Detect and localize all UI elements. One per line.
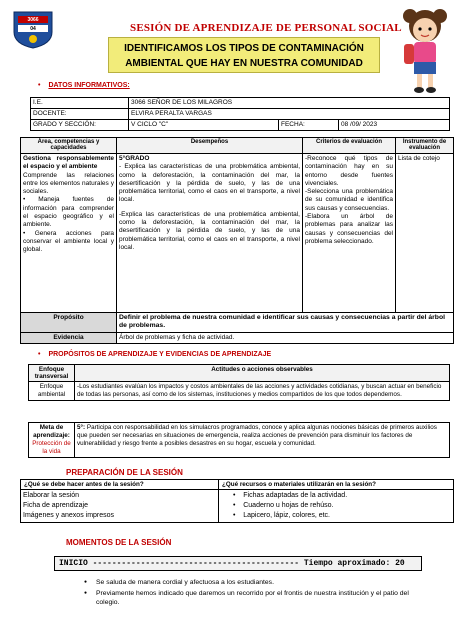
header-actitudes: Actitudes o acciones observables xyxy=(75,365,450,382)
evidencia-label: Evidencia xyxy=(21,332,117,343)
antes-cell xyxy=(21,490,219,523)
table-row xyxy=(29,423,450,458)
info-label: DOCENTE: xyxy=(31,109,129,120)
list-item: • Cuaderno u hojas de rehúso. xyxy=(233,502,334,509)
logo-subnumber: 04 xyxy=(30,26,36,32)
banner-line-1: IDENTIFICAMOS LOS TIPOS DE CONTAMINACIÓN xyxy=(124,43,364,54)
table-row xyxy=(31,109,450,120)
meta-text-cell xyxy=(75,423,450,458)
area-item: • Genera acciones para conservar el ambiente local y global. xyxy=(23,229,114,254)
header-area: Área, competencias y capacidades xyxy=(21,138,117,154)
header-antes: ¿Qué se debe hacer antes de la sesión? xyxy=(21,480,219,490)
datos-heading-text: DATOS INFORMATIVOS: xyxy=(48,82,130,89)
bullet-icon: • xyxy=(38,351,41,358)
criterio-text: -Reconoce qué tipos de contaminación hay en su entorno desde fuentes vivenciales. xyxy=(305,155,393,187)
preparacion-table xyxy=(20,479,454,523)
info-value: V CICLO "C" xyxy=(129,120,279,131)
header-instrumento: Instrumento de evaluación xyxy=(396,138,454,154)
desempeno-text: -Explica las características de una problemática ambiental, como la deforestación, la contaminación del mar, la desertificación y la pérdida de suelo, y las de una problemática territorial, como el caos en el transporte, a nivel local. xyxy=(119,210,300,251)
info-value: ELVIRA PERALTA VARGAS xyxy=(129,109,450,120)
meta-label: Meta de aprendizaje: xyxy=(33,424,70,439)
criterios-cell xyxy=(303,154,396,313)
area-item: Comprende las relaciones entre los elementos naturales y sociales. xyxy=(23,171,114,196)
competencias-table xyxy=(20,137,454,344)
tiempo-label: Tiempo aproximado: 20 xyxy=(303,559,405,568)
header-enfoque: Enfoque transversal xyxy=(29,365,75,382)
proposito-text: Definir el problema de nuestra comunidad e identificar sus causas y consecuencias a partir del árbol de problemas. xyxy=(117,313,454,333)
fecha-label: FECHA: xyxy=(279,120,339,131)
fecha-value: 08 /09/ 2023 xyxy=(339,120,450,131)
list-item: Ficha de aprendizaje xyxy=(23,502,88,509)
criterio-text: -Elabora un árbol de problemas para analizar las causas y consecuencias del problema seleccionado. xyxy=(305,213,393,245)
page-title: SESIÓN DE APRENDIZAJE DE PERSONAL SOCIAL xyxy=(130,22,402,34)
table-row xyxy=(29,382,450,401)
table-row xyxy=(31,120,450,131)
table-row xyxy=(31,98,450,109)
propositos-heading xyxy=(38,351,271,358)
info-value: 3066 SEÑOR DE LOS MILAGROS xyxy=(129,98,450,109)
evidencia-text: Árbol de problemas y ficha de actividad. xyxy=(117,332,454,343)
desempeno-text: - Explica las características de una problemática ambiental, como la deforestación, la contaminación del mar, la desertificación y la pérdida de suelo, y las de una problemática territorial, como el caos en el transporte, a nivel local. xyxy=(119,163,300,204)
proposito-label: Propósito xyxy=(21,313,117,333)
info-label: GRADO Y SECCIÓN: xyxy=(31,120,129,131)
table-header-row xyxy=(29,365,450,382)
table-row xyxy=(21,154,454,313)
bullet-icon: • xyxy=(38,82,41,89)
table-row xyxy=(21,490,454,523)
logo-number: 3066 xyxy=(27,17,39,23)
header-desempenos: Desempeños xyxy=(117,138,303,154)
meta-text: Participa con responsabilidad en los simulacros programados, conoce y aplica algunas nociones básicas de primeros auxilios que pueden ser necesarias en situaciones de emergencia, realiza acciones de prevención para disminuir los factores de vulnerabilidad y riesgo frente a posibles desastres en su hogar, escuela y comunidad. xyxy=(77,424,437,447)
datos-table xyxy=(30,97,450,131)
propositos-heading-text: PROPÓSITOS DE APRENDIZAJE Y EVIDENCIAS DE APRENDIZAJE xyxy=(48,351,272,358)
list-item: Elaborar la sesión xyxy=(23,492,80,499)
area-cell xyxy=(21,154,117,313)
banner-line-2: AMBIENTAL QUE HAY EN NUESTRA COMUNIDAD xyxy=(125,58,363,69)
table-header-row xyxy=(21,480,454,490)
meta-prefix: 5°: xyxy=(77,424,86,431)
student-girl-illustration xyxy=(392,6,458,94)
enfoque-name: Enfoque ambiental xyxy=(29,382,75,401)
area-item: • Maneja fuentes de información para comprender el espacio geográfico y el ambiente. xyxy=(23,196,114,229)
header-recursos: ¿Qué recursos o materiales utilizarán en la sesión? xyxy=(219,480,454,490)
criterio-text: -Selecciona una problemática de su comunidad e identifica sus causas y consecuencias. xyxy=(305,188,393,212)
inicio-dashes: ------------------------------------------- xyxy=(87,559,304,568)
header-criterios: Criterios de evaluación xyxy=(303,138,396,154)
inicio-list xyxy=(84,578,414,609)
recursos-cell xyxy=(219,490,454,523)
preparacion-title: PREPARACIÓN DE LA SESIÓN xyxy=(66,468,183,477)
meta-table xyxy=(28,422,450,458)
list-item: • Lapicero, lápiz, colores, etc. xyxy=(233,512,330,519)
info-label: I.E. xyxy=(31,98,129,109)
session-banner xyxy=(108,37,380,73)
list-item: Imágenes y anexos impresos xyxy=(23,512,115,519)
momentos-title: MOMENTOS DE LA SESIÓN xyxy=(66,538,172,547)
instrumento-cell: Lista de cotejo xyxy=(396,154,454,313)
meta-sublabel: Protección de la vida xyxy=(32,440,71,455)
grado-label: 5°GRADO xyxy=(119,155,150,162)
table-row xyxy=(21,332,454,343)
enfoque-table xyxy=(28,364,450,401)
list-item: ● Se saluda de manera cordial y afectuosa a los estudiantes. xyxy=(84,578,414,587)
inicio-bar xyxy=(54,556,422,571)
school-logo xyxy=(10,8,56,50)
table-row xyxy=(21,313,454,333)
list-item: ● Previamente hemos indicado que daremos un recorrido por el frontis de nuestra institución y el patio del colegio. xyxy=(84,589,414,607)
desempenos-cell xyxy=(117,154,303,313)
inicio-label: INICIO xyxy=(59,559,88,568)
table-header-row xyxy=(21,138,454,154)
meta-label-cell xyxy=(29,423,75,458)
datos-heading xyxy=(38,82,130,89)
area-title: Gestiona responsablemente el espacio y el ambiente xyxy=(23,155,114,171)
list-item: • Fichas adaptadas de la actividad. xyxy=(233,492,348,499)
enfoque-text: -Los estudiantes evalúan los impactos y costos ambientales de las acciones y actividades cotidianas, y buscan actuar en beneficio de todas las personas, así como de los sistemas, instituciones y medios compartidos de los que todos dependemos. xyxy=(75,382,450,401)
